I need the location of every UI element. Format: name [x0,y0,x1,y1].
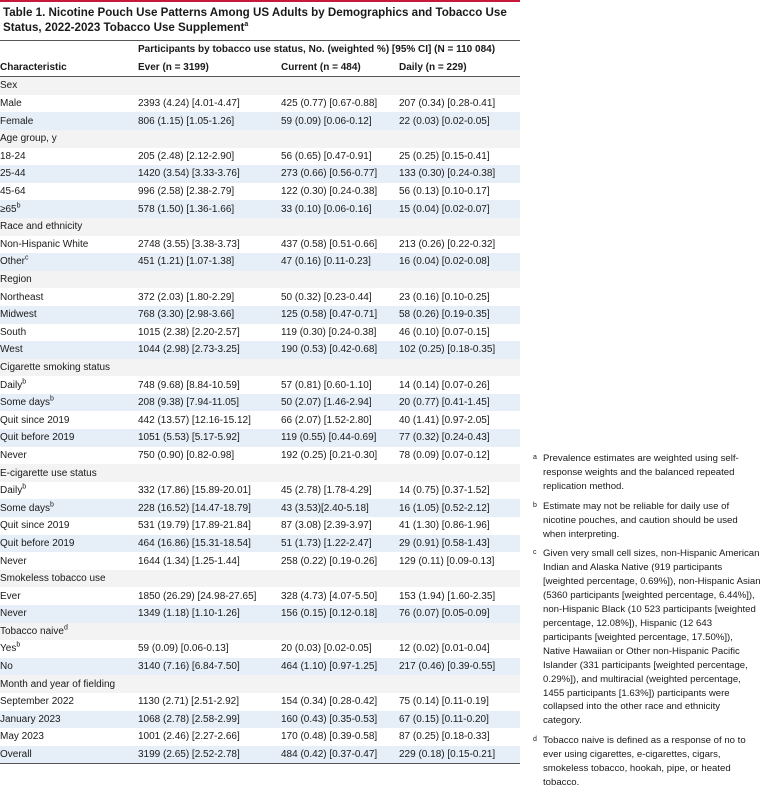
table-row [0,236,520,254]
table-row [0,148,520,166]
row-label-text: Quit before 2019 [0,537,75,549]
cell-current: 47 (0.16) [0.11-0.23] [281,253,399,271]
row-label-text: Daily [0,379,23,391]
table-row [0,200,520,218]
section-label [0,218,520,236]
row-label [0,324,138,342]
header-ever: Ever (n = 3199) [138,59,281,77]
cell-ever: 2748 (3.55) [3.38-3.73] [138,236,281,254]
footnote-d [533,734,761,790]
cell-ever: 748 (9.68) [8.84-10.59] [138,376,281,394]
table-row [0,165,520,183]
cell-daily: 213 (0.26) [0.22-0.32] [399,236,520,254]
footnote-mark: d [63,624,68,632]
header-daily: Daily (n = 229) [399,59,520,77]
cell-daily: 14 (0.75) [0.37-1.52] [399,482,520,500]
cell-ever: 768 (3.30) [2.98-3.66] [138,306,281,324]
footnote-marker: b [533,501,537,509]
section-row [0,271,520,289]
cell-current: 45 (2.78) [1.78-4.29] [281,482,399,500]
cell-ever: 996 (2.58) [2.38-2.79] [138,183,281,201]
cell-ever: 1850 (26.29) [24.98-27.65] [138,587,281,605]
row-label-text: Some days [0,502,51,514]
cell-ever: 464 (16.86) [15.31-18.54] [138,535,281,553]
row-label [0,306,138,324]
table-title [3,5,518,35]
cell-current: 160 (0.43) [0.35-0.53] [281,711,399,729]
section-row [0,77,520,95]
footnote-text: Estimate may not be reliable for daily use of nicotine pouches, and caution should be used when interpreting. [543,500,738,540]
row-label-text: Quit since 2019 [0,414,70,426]
section-label-text: Tobacco naive [0,625,64,637]
table-row [0,411,520,429]
row-label [0,587,138,605]
cell-daily: 14 (0.14) [0.07-0.26] [399,376,520,394]
row-label [0,288,138,306]
table-row [0,288,520,306]
row-label [0,236,138,254]
cell-ever: 806 (1.15) [1.05-1.26] [138,112,281,130]
row-label-text: Overall [0,749,32,761]
cell-ever: 205 (2.48) [2.12-2.90] [138,148,281,166]
cell-current: 57 (0.81) [0.60-1.10] [281,376,399,394]
cell-current: 192 (0.25) [0.21-0.30] [281,447,399,465]
cell-daily: 87 (0.25) [0.18-0.33] [399,728,520,746]
section-row [0,570,520,588]
footnote-c [533,547,761,728]
row-label [0,482,138,500]
cell-current: 50 (2.07) [1.46-2.94] [281,394,399,412]
cell-ever: 3140 (7.16) [6.84-7.50] [138,658,281,676]
footnote-mark: b [50,395,54,403]
row-label-text: Northeast [0,291,44,303]
footnote-text: Given very small cell sizes, non-Hispanic American Indian and Alaska Native (919 participants [weighted percentage, 0.69%]), non-Hispanic Asian (5360 participants [weighted percentage, 6.44%]), non-Hispanic Black (10 523 participants [weighted percentage, 12.08%]), Hispanic (12 643 participants [weighted percentage, 17.50%]), Native Hawaiian or Other non-Hispanic Pacific Islander (331 participants [weighted percentage, 0.29%]), and multiracial (weighted percentage, 1455 participants [1.63%]) participants were collapsed into the other race and ethnicity category. [543,548,761,727]
section-label-text: Sex [0,80,18,92]
section-label-text: Smokeless tobacco use [0,573,106,585]
cell-current: 56 (0.65) [0.47-0.91] [281,148,399,166]
cell-ever: 1349 (1.18) [1.10-1.26] [138,605,281,623]
cell-daily: 129 (0.11) [0.09-0.13] [399,552,520,570]
footnotes [533,452,761,796]
cell-current: 273 (0.66) [0.56-0.77] [281,165,399,183]
cell-daily: 12 (0.02) [0.01-0.04] [399,640,520,658]
cell-daily: 40 (1.41) [0.97-2.05] [399,411,520,429]
row-label-text: Never [0,608,27,620]
cell-daily: 58 (0.26) [0.19-0.35] [399,306,520,324]
row-label [0,605,138,623]
table-row [0,517,520,535]
row-label [0,746,138,764]
row-label-text: Quit before 2019 [0,432,75,444]
cell-ever: 1130 (2.71) [2.51-2.92] [138,693,281,711]
footnote-mark: b [50,501,54,509]
header-group-label: Participants by tobacco use status, No. (weighted %) [95% CI] (N = 110 084) [138,41,520,59]
row-label-text: No [0,661,13,673]
table-row [0,482,520,500]
row-label [0,411,138,429]
cell-current: 119 (0.55) [0.44-0.69] [281,429,399,447]
row-label [0,112,138,130]
row-label [0,165,138,183]
row-label-text: May 2023 [0,731,44,743]
footnote-mark: b [16,202,21,210]
header-characteristic: Characteristic [0,59,138,77]
table-row [0,306,520,324]
row-label [0,429,138,447]
table-row [0,605,520,623]
cell-daily: 16 (1.05) [0.52-2.12] [399,499,520,517]
cell-daily: 217 (0.46) [0.39-0.55] [399,658,520,676]
table-row [0,376,520,394]
title-footnote-mark: a [244,21,249,29]
section-row [0,464,520,482]
cell-current: 66 (2.07) [1.52-2.80] [281,411,399,429]
cell-daily: 15 (0.04) [0.02-0.07] [399,200,520,218]
cell-current: 43 (3.53)[2.40-5.18] [281,499,399,517]
section-label-text: Race and ethnicity [0,221,83,233]
cell-current: 156 (0.15) [0.12-0.18] [281,605,399,623]
footnote-marker: d [533,736,537,744]
section-label [0,464,520,482]
section-label-text: Month and year of fielding [0,678,116,690]
cell-daily: 20 (0.77) [0.41-1.45] [399,394,520,412]
cell-daily: 16 (0.04) [0.02-0.08] [399,253,520,271]
cell-ever: 451 (1.21) [1.07-1.38] [138,253,281,271]
cell-current: 170 (0.48) [0.39-0.58] [281,728,399,746]
section-label-text: Cigarette smoking status [0,361,111,373]
row-label [0,728,138,746]
section-label [0,77,520,95]
section-label-text: Age group, y [0,133,57,145]
section-row [0,130,520,148]
row-label [0,183,138,201]
cell-daily: 102 (0.25) [0.18-0.35] [399,341,520,359]
header-row [0,59,520,77]
table-row [0,746,520,764]
cell-daily: 41 (1.30) [0.86-1.96] [399,517,520,535]
cell-daily: 153 (1.94) [1.60-2.35] [399,587,520,605]
footnote-a [533,452,761,494]
cell-daily: 22 (0.03) [0.02-0.05] [399,112,520,130]
footnote-mark: b [16,642,21,650]
table-row [0,253,520,271]
row-label [0,341,138,359]
cell-current: 33 (0.10) [0.06-0.16] [281,200,399,218]
table-row [0,693,520,711]
row-label [0,200,138,218]
row-label [0,394,138,412]
row-label [0,499,138,517]
row-label [0,95,138,113]
cell-current: 119 (0.30) [0.24-0.38] [281,324,399,342]
section-row [0,675,520,693]
cell-daily: 207 (0.34) [0.28-0.41] [399,95,520,113]
cell-current: 190 (0.53) [0.42-0.68] [281,341,399,359]
row-label [0,535,138,553]
cell-daily: 46 (0.10) [0.07-0.15] [399,324,520,342]
cell-ever: 59 (0.09) [0.06-0.13] [138,640,281,658]
table-row [0,341,520,359]
cell-daily: 77 (0.32) [0.24-0.43] [399,429,520,447]
cell-ever: 2393 (4.24) [4.01-4.47] [138,95,281,113]
cell-ever: 442 (13.57) [12.16-15.12] [138,411,281,429]
row-label [0,640,138,658]
footnote-b [533,500,761,542]
table-row [0,499,520,517]
section-row [0,359,520,377]
section-label [0,130,520,148]
row-label-text: ≥65 [0,203,17,215]
cell-daily: 76 (0.07) [0.05-0.09] [399,605,520,623]
cell-ever: 1001 (2.46) [2.27-2.66] [138,728,281,746]
cell-daily: 78 (0.09) [0.07-0.12] [399,447,520,465]
row-label-text: Quit since 2019 [0,520,70,532]
section-label [0,271,520,289]
cell-daily: 23 (0.16) [0.10-0.25] [399,288,520,306]
row-label-text: Daily [0,485,23,497]
section-label-text: E-cigarette use status [0,467,97,479]
table-row [0,587,520,605]
row-label [0,517,138,535]
title-rule [0,0,520,2]
header-current: Current (n = 484) [281,59,399,77]
cell-current: 154 (0.34) [0.28-0.42] [281,693,399,711]
row-label-text: South [0,326,27,338]
row-label-text: 18-24 [0,150,26,162]
table-row [0,95,520,113]
row-label-text: Ever [0,590,21,602]
cell-current: 59 (0.09) [0.06-0.12] [281,112,399,130]
row-label-text: Some days [0,397,51,409]
cell-ever: 208 (9.38) [7.94-11.05] [138,394,281,412]
row-label-text: Non-Hispanic White [0,238,89,250]
table-row [0,552,520,570]
row-label [0,658,138,676]
cell-current: 20 (0.03) [0.02-0.05] [281,640,399,658]
cell-ever: 1015 (2.38) [2.20-2.57] [138,324,281,342]
table-row [0,324,520,342]
row-label-text: Yes [0,643,17,655]
row-label [0,552,138,570]
footnote-text: Prevalence estimates are weighted using self-response weights and the balanced repeated replication method. [543,453,739,492]
cell-daily: 29 (0.91) [0.58-1.43] [399,535,520,553]
row-label-text: Midwest [0,309,37,321]
cell-current: 328 (4.73) [4.07-5.50] [281,587,399,605]
table-row [0,535,520,553]
table-row [0,112,520,130]
cell-ever: 1068 (2.78) [2.58-2.99] [138,711,281,729]
cell-ever: 578 (1.50) [1.36-1.66] [138,200,281,218]
section-row [0,623,520,641]
cell-ever: 750 (0.90) [0.82-0.98] [138,447,281,465]
table-row [0,394,520,412]
row-label-text: Female [0,115,34,127]
section-label [0,359,520,377]
row-label-text: Other [0,256,26,268]
cell-current: 258 (0.22) [0.19-0.26] [281,552,399,570]
cell-ever: 332 (17.86) [15.89-20.01] [138,482,281,500]
footnote-mark: b [22,483,27,491]
section-label [0,675,520,693]
row-label [0,711,138,729]
row-label-text: Never [0,555,27,567]
section-row [0,218,520,236]
table-row [0,447,520,465]
cell-current: 464 (1.10) [0.97-1.25] [281,658,399,676]
row-label [0,253,138,271]
footnote-marker: c [533,549,537,557]
section-label [0,570,520,588]
cell-daily: 133 (0.30) [0.24-0.38] [399,165,520,183]
section-label-text: Region [0,274,32,286]
row-label [0,447,138,465]
section-label [0,623,520,641]
cell-current: 437 (0.58) [0.51-0.66] [281,236,399,254]
cell-ever: 1644 (1.34) [1.25-1.44] [138,552,281,570]
cell-daily: 229 (0.18) [0.15-0.21] [399,746,520,764]
table-row [0,711,520,729]
table-row [0,429,520,447]
table-row [0,728,520,746]
cell-ever: 1044 (2.98) [2.73-3.25] [138,341,281,359]
cell-current: 87 (3.08) [2.39-3.97] [281,517,399,535]
cell-ever: 372 (2.03) [1.80-2.29] [138,288,281,306]
cell-current: 425 (0.77) [0.67-0.88] [281,95,399,113]
cell-daily: 56 (0.13) [0.10-0.17] [399,183,520,201]
row-label [0,693,138,711]
footnote-mark: c [25,255,29,263]
table-row [0,183,520,201]
table-row [0,658,520,676]
header-group-row [0,41,520,59]
footnote-marker: a [533,454,537,461]
cell-ever: 531 (19.79) [17.89-21.84] [138,517,281,535]
row-label-text: Male [0,98,22,110]
cell-daily: 25 (0.25) [0.15-0.41] [399,148,520,166]
row-label [0,148,138,166]
cell-current: 51 (1.73) [1.22-2.47] [281,535,399,553]
row-label-text: Never [0,449,27,461]
cell-ever: 228 (16.52) [14.47-18.79] [138,499,281,517]
row-label [0,376,138,394]
row-label-text: 25-44 [0,168,26,180]
cell-current: 50 (0.32) [0.23-0.44] [281,288,399,306]
table-title-text: Table 1. Nicotine Pouch Use Patterns Among US Adults by Demographics and Tobacco Use Status, 2022-2023 Tobacco Use Supplement [3,6,507,34]
footnote-text: Tobacco naive is defined as a response of no to ever using cigarettes, e-cigarettes, cigars, smokeless tobacco, hookah, pipe, or heated tobacco. [543,735,746,788]
cell-daily: 67 (0.15) [0.11-0.20] [399,711,520,729]
footnote-mark: b [22,378,27,386]
table-row [0,640,520,658]
cell-daily: 75 (0.14) [0.11-0.19] [399,693,520,711]
data-table [0,40,520,764]
cell-ever: 3199 (2.65) [2.52-2.78] [138,746,281,764]
row-label-text: September 2022 [0,696,74,708]
cell-ever: 1420 (3.54) [3.33-3.76] [138,165,281,183]
row-label-text: West [0,344,23,356]
row-label-text: 45-64 [0,186,26,198]
cell-current: 484 (0.42) [0.37-0.47] [281,746,399,764]
row-label-text: January 2023 [0,713,61,725]
cell-current: 122 (0.30) [0.24-0.38] [281,183,399,201]
cell-current: 125 (0.58) [0.47-0.71] [281,306,399,324]
cell-ever: 1051 (5.53) [5.17-5.92] [138,429,281,447]
